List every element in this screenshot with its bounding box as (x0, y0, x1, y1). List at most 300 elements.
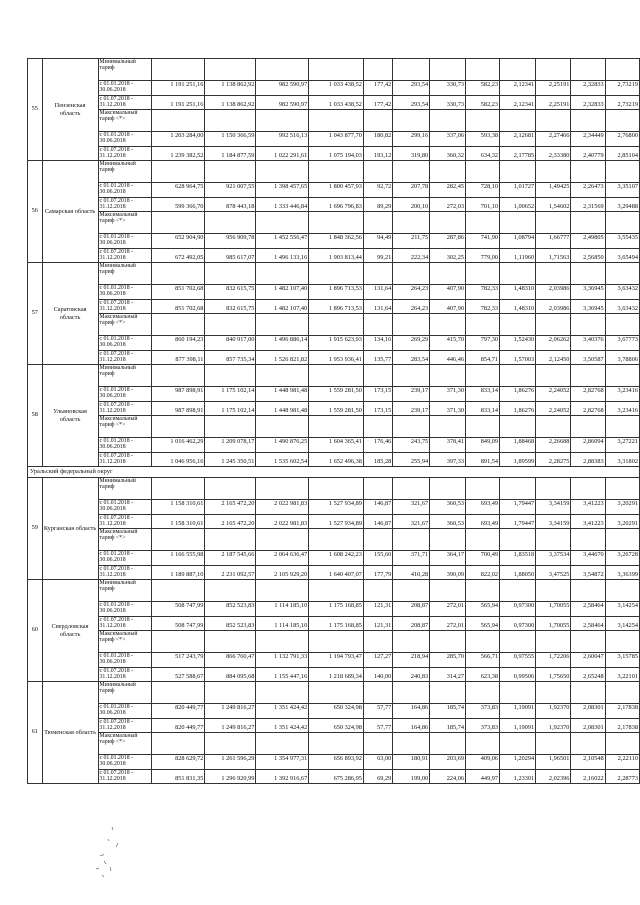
empty-cell (500, 733, 536, 755)
empty-cell (571, 212, 605, 234)
tariff-value-cell: 264,23 (393, 285, 430, 300)
empty-cell (309, 416, 364, 438)
tariff-value-cell: 1 604 365,41 (309, 438, 364, 453)
tariff-value-cell: 299,16 (393, 132, 430, 147)
tariff-value-cell: 2,26688 (536, 438, 571, 453)
tariff-value-cell: 407,90 (430, 299, 466, 314)
tariff-value-cell: 650 324,98 (309, 718, 364, 733)
tariff-value-cell: 851 831,35 (151, 769, 205, 784)
tariff-value-cell: 866 760,47 (205, 653, 256, 668)
tariff-label-row (28, 580, 640, 602)
period-cell: с 01.07.2018 - 31.12.2018 (98, 452, 151, 467)
tariff-value-cell: 1 175 102,14 (205, 401, 256, 416)
tariff-value-cell: 982 590,97 (256, 81, 309, 96)
tariff-value-cell: 146,87 (363, 514, 392, 529)
empty-cell (500, 161, 536, 183)
region-number: 61 (28, 682, 43, 784)
empty-cell (151, 59, 205, 81)
tariff-value-cell: 3,44670 (571, 551, 605, 566)
empty-cell (571, 529, 605, 551)
region-number: 58 (28, 365, 43, 467)
tariff-value-cell: 185,28 (363, 452, 392, 467)
empty-cell (393, 314, 430, 336)
empty-cell (309, 580, 364, 602)
tariff-value-cell: 3,22101 (605, 667, 639, 682)
tariff-value-cell: 222,34 (393, 248, 430, 263)
empty-cell (536, 212, 571, 234)
tariff-label-row (28, 314, 640, 336)
tariff-value-cell: 527 588,67 (151, 667, 205, 682)
tariff-value-cell: 517 243,79 (151, 653, 205, 668)
tariff-value-cell: 779,00 (466, 248, 500, 263)
tariff-value-cell: 840 917,00 (205, 336, 256, 351)
tariff-value-cell: 1 043 877,70 (309, 132, 364, 147)
empty-cell (256, 682, 309, 704)
empty-cell (430, 161, 466, 183)
empty-cell (430, 631, 466, 653)
empty-cell (256, 110, 309, 132)
empty-cell (256, 631, 309, 653)
region-name: Ульяновская область (42, 365, 98, 467)
empty-cell (256, 59, 309, 81)
empty-cell (571, 416, 605, 438)
period-cell: с 01.07.2018 - 31.12.2018 (98, 299, 151, 314)
empty-cell (536, 365, 571, 387)
period-cell: с 01.01.2018 - 30.06.2018 (98, 704, 151, 719)
period-cell: с 01.07.2018 - 31.12.2018 (98, 769, 151, 784)
tariff-value-cell: 1 138 862,92 (205, 95, 256, 110)
empty-cell (205, 314, 256, 336)
tariff-value-cell: 2,27466 (536, 132, 571, 147)
tariff-value-cell: 3,36399 (605, 565, 639, 580)
tariff-value-cell: 854,71 (466, 350, 500, 365)
empty-cell (309, 365, 364, 387)
tariff-value-cell: 173,15 (363, 401, 392, 416)
tariff-value-cell: 582,23 (466, 95, 500, 110)
tariff-value-cell: 693,49 (466, 500, 500, 515)
tariff-value-cell: 1 175 168,85 (309, 602, 364, 617)
empty-cell (536, 580, 571, 602)
empty-cell (466, 212, 500, 234)
empty-cell (500, 365, 536, 387)
tariff-value-cell: 177,79 (363, 565, 392, 580)
empty-cell (605, 416, 639, 438)
empty-cell (430, 529, 466, 551)
tariff-period-row (28, 602, 640, 617)
empty-cell (430, 682, 466, 704)
tariff-value-cell: 1 351 424,42 (256, 718, 309, 733)
tariff-value-cell: 987 898,91 (151, 387, 205, 402)
empty-cell (536, 161, 571, 183)
tariff-period-row (28, 183, 640, 198)
tariff-value-cell: 378,41 (430, 438, 466, 453)
tariff-value-cell: 1 482 107,40 (256, 299, 309, 314)
tariff-value-cell: 164,86 (393, 704, 430, 719)
tariff-type-label: Минимальный тариф (98, 682, 151, 704)
tariff-value-cell: 0,97300 (500, 616, 536, 631)
tariff-value-cell: 2,40779 (571, 146, 605, 161)
tariff-value-cell: 1 046 956,16 (151, 452, 205, 467)
tariff-label-row (28, 161, 640, 183)
tariff-value-cell: 2,17838 (605, 704, 639, 719)
tariff-value-cell: 57,77 (363, 718, 392, 733)
empty-cell (205, 161, 256, 183)
region-name: Тюменская область (42, 682, 98, 784)
empty-cell (536, 631, 571, 653)
tariff-value-cell: 1 559 281,50 (309, 401, 364, 416)
tariff-value-cell: 2,25191 (536, 81, 571, 96)
tariff-value-cell: 565,94 (466, 602, 500, 617)
tariff-value-cell: 293,54 (393, 81, 430, 96)
empty-cell (536, 478, 571, 500)
region-name: Саратовская область (42, 263, 98, 365)
period-cell: с 01.01.2018 - 30.06.2018 (98, 438, 151, 453)
tariff-value-cell: 1 022 291,61 (256, 146, 309, 161)
empty-cell (500, 682, 536, 704)
tariff-value-cell: 2 022 981,83 (256, 514, 309, 529)
tariff-value-cell: 832 615,75 (205, 285, 256, 300)
period-cell: с 01.01.2018 - 30.06.2018 (98, 285, 151, 300)
empty-cell (430, 212, 466, 234)
tariff-value-cell: 992 516,13 (256, 132, 309, 147)
tariff-value-cell: 164,86 (393, 718, 430, 733)
tariff-value-cell: 407,90 (430, 285, 466, 300)
empty-cell (393, 365, 430, 387)
tariff-period-row (28, 551, 640, 566)
tariff-value-cell: 134,16 (363, 336, 392, 351)
tariff-value-cell: 2,26473 (571, 183, 605, 198)
tariff-type-label: Максимальный тариф <*> (98, 110, 151, 132)
tariff-value-cell: 3,20291 (605, 514, 639, 529)
tariff-value-cell: 1 848 362,56 (309, 234, 364, 249)
tariff-value-cell: 987 898,91 (151, 401, 205, 416)
tariff-value-cell: 2,73219 (605, 95, 639, 110)
tariff-value-cell: 1,86276 (500, 401, 536, 416)
empty-cell (466, 580, 500, 602)
tariff-value-cell: 852 523,83 (205, 616, 256, 631)
tariff-value-cell: 1 191 251,16 (151, 95, 205, 110)
tariff-value-cell: 884 095,68 (205, 667, 256, 682)
tariff-value-cell: 2,88383 (571, 452, 605, 467)
period-cell: с 01.01.2018 - 30.06.2018 (98, 551, 151, 566)
tariff-value-cell: 2,06262 (536, 336, 571, 351)
empty-cell (309, 110, 364, 132)
tariff-value-cell: 373,83 (466, 718, 500, 733)
empty-cell (466, 733, 500, 755)
tariff-value-cell: 264,23 (393, 299, 430, 314)
tariff-value-cell: 1 448 981,48 (256, 387, 309, 402)
tariff-value-cell: 1 033 438,52 (309, 81, 364, 96)
period-cell: с 01.07.2018 - 31.12.2018 (98, 197, 151, 212)
tariff-value-cell: 272,01 (430, 602, 466, 617)
tariff-value-cell: 782,33 (466, 285, 500, 300)
empty-cell (256, 263, 309, 285)
tariff-value-cell: 508 747,99 (151, 616, 205, 631)
empty-cell (309, 733, 364, 755)
tariff-value-cell: 1 448 981,48 (256, 401, 309, 416)
tariff-value-cell: 3,37534 (536, 551, 571, 566)
tariff-value-cell: 3,35107 (605, 183, 639, 198)
tariff-value-cell: 1 114 185,10 (256, 616, 309, 631)
tariff-value-cell: 1,19091 (500, 718, 536, 733)
empty-cell (205, 365, 256, 387)
empty-cell (205, 733, 256, 755)
tariff-value-cell: 593,38 (466, 132, 500, 147)
empty-cell (605, 263, 639, 285)
empty-cell (363, 212, 392, 234)
tariff-value-cell: 1,88468 (500, 438, 536, 453)
tariff-period-row (28, 234, 640, 249)
tariff-value-cell: 822,02 (466, 565, 500, 580)
empty-cell (393, 478, 430, 500)
tariff-value-cell: 3,23416 (605, 401, 639, 416)
empty-cell (151, 733, 205, 755)
tariff-value-cell: 140,00 (363, 667, 392, 682)
tariff-value-cell: 1 800 457,93 (309, 183, 364, 198)
tariff-value-cell: 2,12450 (536, 350, 571, 365)
tariff-value-cell: 321,67 (393, 500, 430, 515)
tariff-value-cell: 177,42 (363, 81, 392, 96)
tariff-value-cell: 3,55435 (605, 234, 639, 249)
tariff-value-cell: 3,36945 (571, 299, 605, 314)
tariff-value-cell: 1 239 382,52 (151, 146, 205, 161)
empty-cell (605, 110, 639, 132)
tariff-value-cell: 1 640 407,07 (309, 565, 364, 580)
tariff-period-row (28, 514, 640, 529)
tariff-type-label: Минимальный тариф (98, 263, 151, 285)
tariff-period-row (28, 95, 640, 110)
tariff-value-cell: 240,83 (393, 667, 430, 682)
empty-cell (393, 529, 430, 551)
tariff-value-cell: 1 351 424,42 (256, 704, 309, 719)
tariff-value-cell: 3,20291 (605, 500, 639, 515)
tariff-value-cell: 3,63432 (605, 299, 639, 314)
period-cell: с 01.07.2018 - 31.12.2018 (98, 95, 151, 110)
tariff-value-cell: 360,53 (430, 514, 466, 529)
period-cell: с 01.01.2018 - 30.06.2018 (98, 336, 151, 351)
empty-cell (571, 59, 605, 81)
tariff-value-cell: 321,67 (393, 514, 430, 529)
empty-cell (309, 59, 364, 81)
empty-cell (151, 110, 205, 132)
tariff-value-cell: 1 175 102,14 (205, 387, 256, 402)
region-name: Курганская область (42, 478, 98, 580)
tariff-value-cell: 3,54872 (571, 565, 605, 580)
tariff-value-cell: 1 016 462,29 (151, 438, 205, 453)
tariff-period-row (28, 350, 640, 365)
tariff-label-row (28, 263, 640, 285)
tariff-value-cell: 2,60047 (571, 653, 605, 668)
empty-cell (205, 529, 256, 551)
tariff-value-cell: 180,82 (363, 132, 392, 147)
tariff-value-cell: 1 245 350,51 (205, 452, 256, 467)
empty-cell (605, 314, 639, 336)
tariff-value-cell: 634,32 (466, 146, 500, 161)
tariff-value-cell: 1 903 813,44 (309, 248, 364, 263)
tariff-value-cell: 1,48310 (500, 299, 536, 314)
tariff-value-cell: 180,91 (393, 755, 430, 770)
tariff-value-cell: 415,70 (430, 336, 466, 351)
empty-cell (393, 733, 430, 755)
tariff-label-row (28, 733, 640, 755)
period-cell: с 01.01.2018 - 30.06.2018 (98, 81, 151, 96)
tariff-label-row (28, 59, 640, 81)
empty-cell (363, 110, 392, 132)
tariff-value-cell: 2,56850 (571, 248, 605, 263)
tariff-value-cell: 1,01727 (500, 183, 536, 198)
tariff-value-cell: 693,49 (466, 514, 500, 529)
tariff-value-cell: 2,86094 (571, 438, 605, 453)
tariff-value-cell: 94,49 (363, 234, 392, 249)
tariff-value-cell: 1 203 284,00 (151, 132, 205, 147)
tariff-value-cell: 1 608 242,23 (309, 551, 364, 566)
tariff-value-cell: 3,34159 (536, 500, 571, 515)
tariff-value-cell: 1,79447 (500, 514, 536, 529)
tariff-value-cell: 3,63432 (605, 285, 639, 300)
empty-cell (571, 161, 605, 183)
tariff-value-cell: 1,57003 (500, 350, 536, 365)
empty-cell (393, 59, 430, 81)
tariff-value-cell: 828 629,72 (151, 755, 205, 770)
tariff-type-label: Минимальный тариф (98, 161, 151, 183)
empty-cell (151, 314, 205, 336)
tariff-type-label: Максимальный тариф <*> (98, 631, 151, 653)
tariff-value-cell: 330,73 (430, 81, 466, 96)
tariff-value-cell: 373,83 (466, 704, 500, 719)
region-name: Пензенская область (42, 59, 98, 161)
tariff-value-cell: 857 735,34 (205, 350, 256, 365)
tariff-value-cell: 2,22110 (605, 755, 639, 770)
tariff-value-cell: 3,27221 (605, 438, 639, 453)
empty-cell (571, 733, 605, 755)
tariff-value-cell: 176,46 (363, 438, 392, 453)
period-cell: с 01.07.2018 - 31.12.2018 (98, 350, 151, 365)
empty-cell (536, 110, 571, 132)
tariff-value-cell: 582,23 (466, 81, 500, 96)
empty-cell (430, 59, 466, 81)
tariff-value-cell: 1 155 447,16 (256, 667, 309, 682)
tariff-value-cell: 1 896 713,53 (309, 299, 364, 314)
tariff-value-cell: 1,96501 (536, 755, 571, 770)
empty-cell (363, 263, 392, 285)
tariff-value-cell: 283,54 (393, 350, 430, 365)
period-cell: с 01.07.2018 - 31.12.2018 (98, 401, 151, 416)
empty-cell (151, 682, 205, 704)
tariff-value-cell: 2,12341 (500, 95, 536, 110)
empty-cell (363, 416, 392, 438)
empty-cell (205, 263, 256, 285)
tariff-value-cell: 849,09 (466, 438, 500, 453)
tariff-value-cell: 1,49425 (536, 183, 571, 198)
tariff-value-cell: 2,03986 (536, 299, 571, 314)
tariff-label-row (28, 478, 640, 500)
tariff-value-cell: 1 398 457,65 (256, 183, 309, 198)
empty-cell (309, 161, 364, 183)
region-number: 55 (28, 59, 43, 161)
empty-cell (536, 314, 571, 336)
tariff-value-cell: 2,17785 (500, 146, 536, 161)
empty-cell (363, 682, 392, 704)
empty-cell (605, 59, 639, 81)
empty-cell (393, 580, 430, 602)
tariff-value-cell: 1,71563 (536, 248, 571, 263)
tariff-period-row (28, 755, 640, 770)
tariff-value-cell: 1 209 078,17 (205, 438, 256, 453)
empty-cell (571, 365, 605, 387)
empty-cell (151, 631, 205, 653)
tariff-value-cell: 623,38 (466, 667, 500, 682)
tariff-period-row (28, 769, 640, 784)
tariff-value-cell: 1,19091 (500, 704, 536, 719)
tariff-value-cell: 203,69 (430, 755, 466, 770)
empty-cell (605, 631, 639, 653)
tariff-period-row (28, 146, 640, 161)
tariff-value-cell: 650 324,98 (309, 704, 364, 719)
tariff-value-cell: 1,89599 (500, 452, 536, 467)
tariff-type-label: Минимальный тариф (98, 478, 151, 500)
tariff-value-cell: 57,77 (363, 704, 392, 719)
tariff-period-row (28, 565, 640, 580)
empty-cell (430, 580, 466, 602)
tariff-value-cell: 255,94 (393, 452, 430, 467)
tariff-value-cell: 131,64 (363, 299, 392, 314)
tariff-value-cell: 566,71 (466, 653, 500, 668)
tariff-label-row (28, 365, 640, 387)
empty-cell (605, 478, 639, 500)
empty-cell (393, 263, 430, 285)
empty-cell (466, 161, 500, 183)
tariff-value-cell: 1,00652 (500, 197, 536, 212)
tariff-value-cell: 2 022 981,83 (256, 500, 309, 515)
tariff-value-cell: 1 175 168,85 (309, 616, 364, 631)
empty-cell (571, 263, 605, 285)
tariff-value-cell: 3,40376 (571, 336, 605, 351)
tariff-period-row (28, 285, 640, 300)
tariff-value-cell: 193,12 (363, 146, 392, 161)
tariff-value-cell: 177,42 (363, 95, 392, 110)
tariff-period-row (28, 81, 640, 96)
tariff-value-cell: 2,16022 (571, 769, 605, 784)
tariff-value-cell: 2,10548 (571, 755, 605, 770)
tariff-value-cell: 1 652 496,38 (309, 452, 364, 467)
empty-cell (205, 631, 256, 653)
tariff-period-row (28, 500, 640, 515)
empty-cell (430, 416, 466, 438)
tariff-value-cell: 1,75650 (536, 667, 571, 682)
tariff-value-cell: 3,50587 (571, 350, 605, 365)
tariff-value-cell: 0,97555 (500, 653, 536, 668)
tariff-value-cell: 1 191 251,16 (151, 81, 205, 96)
tariff-value-cell: 2,03986 (536, 285, 571, 300)
tariff-label-row (28, 416, 640, 438)
tariff-value-cell: 1,70055 (536, 616, 571, 631)
region-name: Свердловская область (42, 580, 98, 682)
tariff-value-cell: 302,25 (430, 248, 466, 263)
tariff-value-cell: 1,23301 (500, 769, 536, 784)
empty-cell (363, 478, 392, 500)
tariff-value-cell: 2,25191 (536, 95, 571, 110)
tariff-value-cell: 218,94 (393, 653, 430, 668)
empty-cell (430, 733, 466, 755)
tariff-value-cell: 269,29 (393, 336, 430, 351)
tariff-period-row (28, 401, 640, 416)
empty-cell (393, 682, 430, 704)
period-cell: с 01.07.2018 - 31.12.2018 (98, 146, 151, 161)
empty-cell (500, 580, 536, 602)
tariff-type-label: Минимальный тариф (98, 365, 151, 387)
tariff-value-cell: 63,00 (363, 755, 392, 770)
empty-cell (466, 59, 500, 81)
